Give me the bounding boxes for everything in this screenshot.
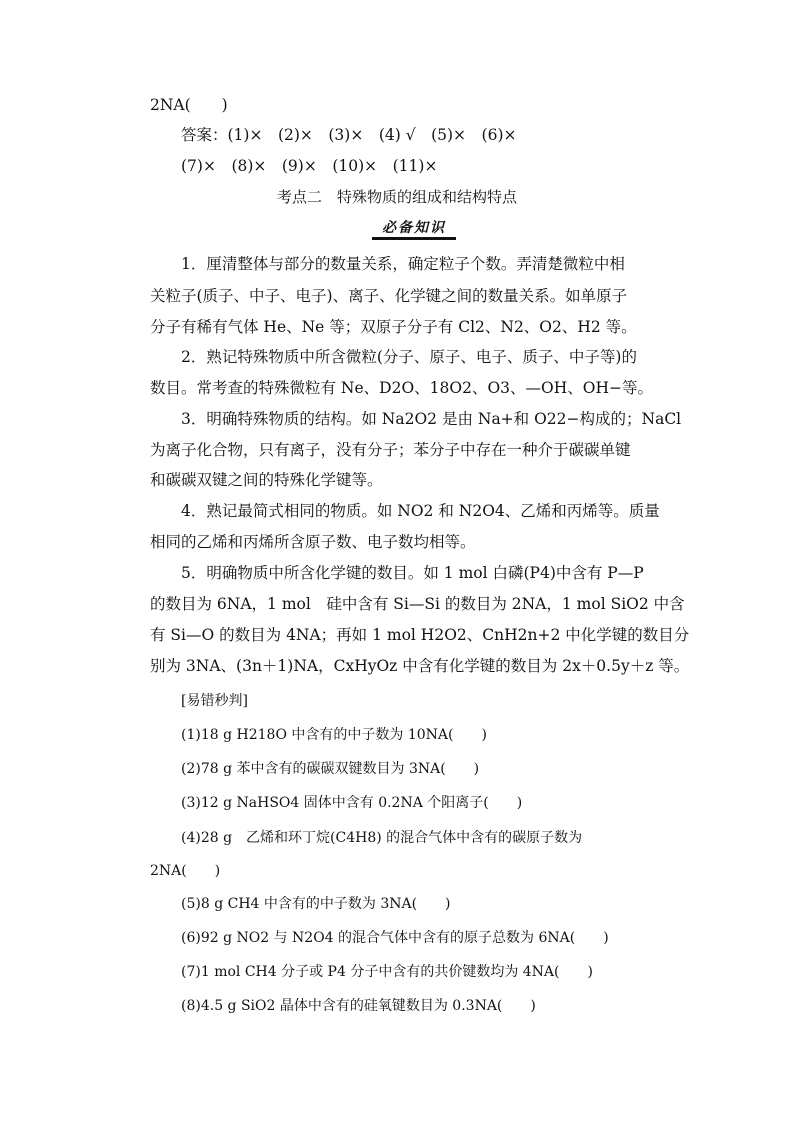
knowledge-line: 数目。常考查的特殊微粒有 Ne、D2O、18O2、O3、—OH、OH−等。 — [150, 379, 653, 397]
knowledge-line: 别为 3NA、(3n＋1)NA，CxHyOz 中含有化学键的数目为 2x＋0.5y＋z 等。 — [150, 657, 690, 675]
quiz-item: (8)4.5 g SiO2 晶体中含有的硅氧键数目为 0.3NA( ) — [181, 998, 536, 1014]
quiz-item: (6)92 g NO2 与 N2O4 的混合气体中含有的原子总数为 6NA( ) — [181, 930, 609, 946]
section-title: 考点二 特殊物质的组成和结构特点 — [276, 188, 517, 206]
knowledge-line: 1．厘清整体与部分的数量关系，确定粒子个数。弄清楚微粒中相 — [181, 255, 625, 273]
quiz-item: (7)1 mol CH4 分子或 P4 分子中含有的共价键数均为 4NA( ) — [181, 964, 593, 980]
quiz-item: (5)8 g CH4 中含有的中子数为 3NA( ) — [181, 896, 451, 912]
carry-over-line: 2NA( ) — [150, 96, 228, 114]
knowledge-line: 的数目为 6NA，1 mol 硅中含有 Si—Si 的数目为 2NA，1 mol SiO2 中含 — [150, 595, 685, 613]
knowledge-line: 2．熟记特殊物质中所含微粒(分子、原子、电子、质子、中子等)的 — [181, 348, 637, 366]
quiz-item: (1)18 g H218O 中含有的中子数为 10NA( ) — [181, 727, 487, 743]
quiz-item: (2)78 g 苯中含有的碳碳双键数目为 3NA( ) — [181, 761, 480, 777]
knowledge-line: 和碳碳双键之间的特殊化学键等。 — [150, 471, 383, 489]
knowledge-line: 关粒子(质子、中子、电子)、离子、化学键之间的数量关系。如单原子 — [150, 287, 628, 305]
quiz-item: (4)28 g 乙烯和环丁烷(C4H8) 的混合气体中含有的碳原子数为 — [181, 830, 583, 846]
quiz-item-continued: 2NA( ) — [150, 863, 221, 879]
knowledge-line: 相同的乙烯和丙烯所含原子数、电子数均相等。 — [150, 533, 476, 551]
answers-line-1: 答案：(1)× (2)× (3)× (4) √ (5)× (6)× — [181, 126, 517, 144]
badge-label: 必备知识 — [382, 220, 446, 236]
knowledge-line: 分子有稀有气体 He、Ne 等；双原子分子有 Cl2、N2、O2、H2 等。 — [150, 318, 637, 336]
knowledge-line: 5．明确物质中所含化学键的数目。如 1 mol 白磷(P4)中含有 P—P — [181, 564, 644, 582]
answers-line-2: (7)× (8)× (9)× (10)× (11)× — [181, 157, 438, 175]
section-badge — [372, 218, 456, 240]
badge-underline — [372, 237, 456, 240]
knowledge-line: 为离子化合物，只有离子，没有分子；苯分子中存在一种介于碳碳单键 — [150, 441, 631, 459]
quiz-item: (3)12 g NaHSO4 固体中含有 0.2NA 个阳离子( ) — [181, 795, 523, 811]
knowledge-line: 有 Si—O 的数目为 4NA；再如 1 mol H2O2、CnH2n+2 中化学键的数目分 — [150, 626, 690, 644]
knowledge-line: 4．熟记最简式相同的物质。如 NO2 和 N2O4、乙烯和丙烯等。质量 — [181, 502, 660, 520]
knowledge-line: 3．明确特殊物质的结构。如 Na2O2 是由 Na+和 O22−构成的；NaCl — [181, 410, 682, 428]
quiz-heading: [易错秒判] — [181, 693, 248, 709]
